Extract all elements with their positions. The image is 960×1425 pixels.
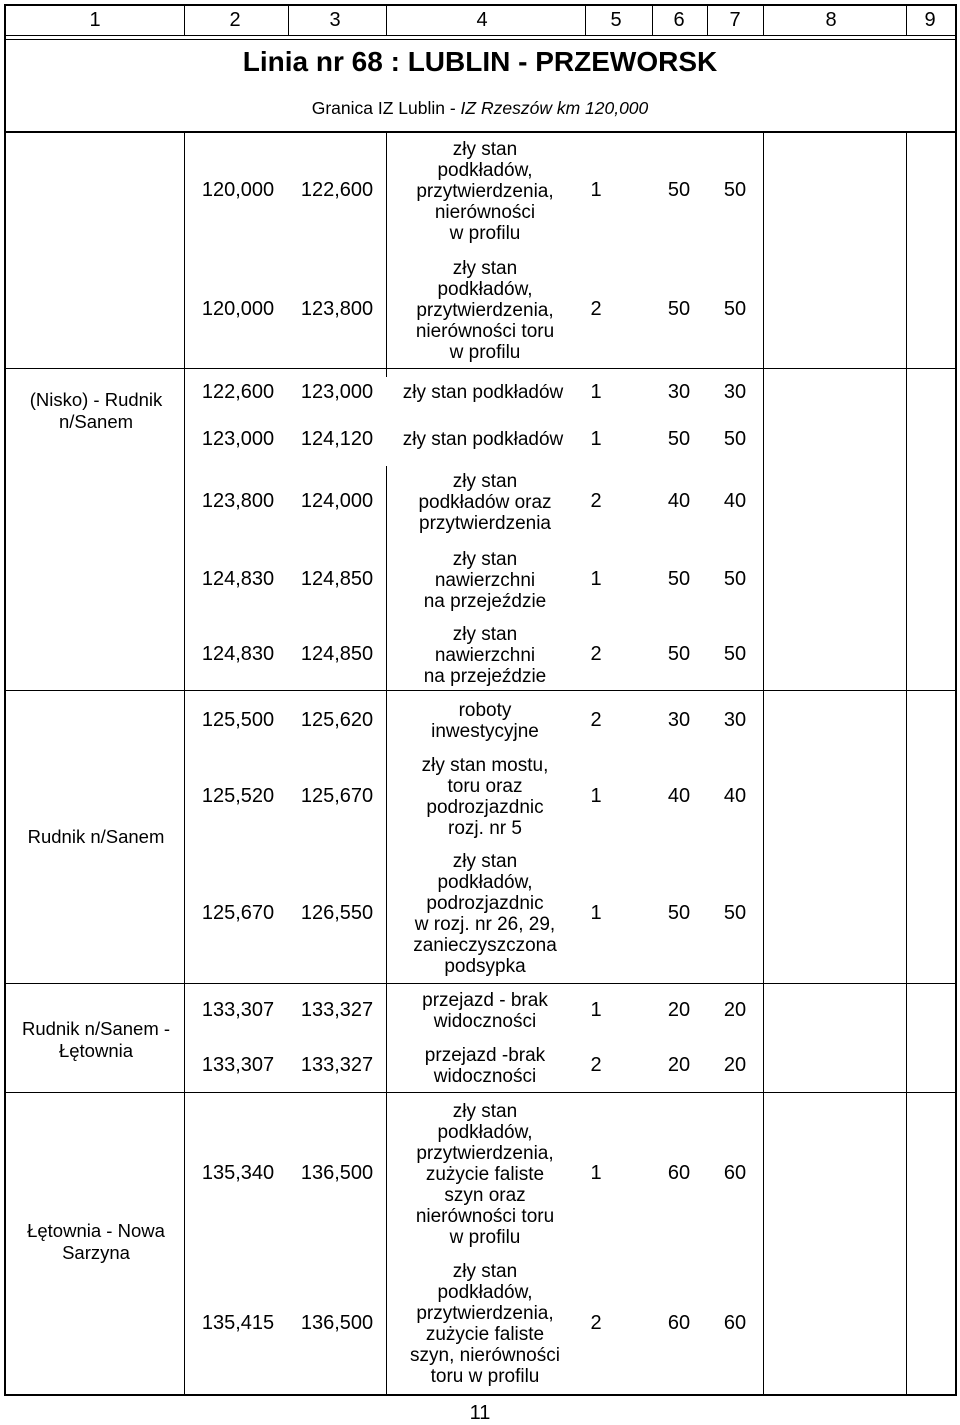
- km-from-cell: 124,830: [201, 643, 275, 665]
- reason-cell: [392, 1261, 578, 1387]
- reason-line: przytwierdzenia,: [416, 1303, 554, 1324]
- reason-line: podkładów,: [437, 278, 533, 300]
- section-label: Łętownia - Nowa Sarzyna: [27, 1220, 165, 1263]
- km-to-cell: 124,120: [300, 428, 374, 450]
- km-to-cell: 136,500: [300, 1312, 374, 1334]
- grid-line: [955, 4, 957, 1396]
- track-cell: 1: [590, 902, 602, 924]
- reason-line: nierówności toru: [415, 1205, 555, 1227]
- grid-line: [4, 1394, 956, 1396]
- track-cell: 1: [590, 179, 602, 201]
- grid-line: [4, 368, 956, 369]
- section-label: Rudnik n/Sanem: [27, 826, 165, 847]
- grid-line: [4, 39, 956, 40]
- km-to-cell: 125,620: [300, 709, 374, 731]
- speed-cell: 40: [667, 490, 691, 512]
- speed-cell: 50: [723, 902, 747, 924]
- grid-line: [585, 4, 586, 36]
- speed-cell: 40: [723, 490, 747, 512]
- reason-line: toru oraz: [447, 776, 523, 797]
- km-to-cell: 124,850: [300, 643, 374, 665]
- line-title: Linia nr 68 : LUBLIN - PRZEWORSK: [242, 46, 718, 77]
- subtitle-suffix: IZ Rzeszów km 120,000: [460, 98, 649, 118]
- speed-cell: 20: [667, 999, 691, 1021]
- header-col-3: 3: [329, 9, 341, 31]
- reason-cell: [392, 549, 578, 612]
- km-to-cell: 126,550: [300, 902, 374, 924]
- speed-cell: 50: [667, 179, 691, 201]
- grid-line: [184, 4, 185, 36]
- reason-cell: [392, 471, 578, 534]
- reason-line: zły stan: [452, 470, 518, 492]
- grid-line: [288, 4, 289, 36]
- speed-cell: 30: [667, 381, 691, 403]
- reason-line: zły stan: [452, 257, 518, 279]
- grid-line: [652, 4, 653, 36]
- grid-line: [386, 466, 387, 1394]
- km-from-cell: 123,800: [201, 490, 275, 512]
- speed-cell: 50: [723, 568, 747, 590]
- reason-line: podkładów,: [437, 1121, 533, 1143]
- track-cell: 2: [590, 1054, 602, 1076]
- grid-line: [4, 4, 6, 1396]
- grid-line: [4, 690, 956, 691]
- track-cell: 2: [590, 490, 602, 512]
- reason-line: na przejeździe: [423, 590, 547, 612]
- reason-line: widoczności: [433, 1066, 537, 1087]
- reason-line: podrozjazdnic: [426, 893, 544, 914]
- track-cell: 1: [590, 568, 602, 590]
- track-cell: 2: [590, 709, 602, 731]
- section-label: Rudnik n/Sanem - Łętownia: [21, 1018, 171, 1061]
- km-to-cell: 125,670: [300, 785, 374, 807]
- reason-line: szyn, nierówności: [410, 1345, 560, 1366]
- reason-line: podkładów,: [437, 159, 533, 181]
- reason-line: przytwierdzenia,: [416, 299, 554, 321]
- km-from-cell: 120,000: [201, 179, 275, 201]
- track-cell: 2: [590, 298, 602, 320]
- km-from-cell: 133,307: [201, 1054, 275, 1076]
- km-to-cell: 133,327: [300, 999, 374, 1021]
- km-from-cell: 120,000: [201, 298, 275, 320]
- km-from-cell: 124,830: [201, 568, 275, 590]
- km-to-cell: 136,500: [300, 1162, 374, 1184]
- reason-line: zły stan: [452, 1261, 518, 1282]
- track-cell: 1: [590, 785, 602, 807]
- reason-line: przytwierdzenia,: [416, 180, 554, 202]
- speed-cell: 60: [667, 1312, 691, 1334]
- speed-cell: 40: [667, 785, 691, 807]
- speed-cell: 50: [667, 643, 691, 665]
- reason-cell: [383, 382, 583, 403]
- track-cell: 1: [590, 381, 602, 403]
- header-col-1: 1: [89, 9, 101, 31]
- km-from-cell: 123,000: [201, 428, 275, 450]
- reason-line: przytwierdzenia: [419, 512, 551, 534]
- km-to-cell: 124,850: [300, 568, 374, 590]
- reason-line: podrozjazdnic: [426, 797, 544, 818]
- grid-line: [4, 35, 956, 36]
- reason-line: przejazd -brak: [424, 1045, 546, 1066]
- speed-cell: 50: [723, 298, 747, 320]
- km-from-cell: 135,415: [201, 1312, 275, 1334]
- km-to-cell: 123,800: [300, 298, 374, 320]
- speed-cell: 30: [723, 381, 747, 403]
- reason-cell: [392, 258, 578, 363]
- reason-line: podsypka: [444, 956, 526, 977]
- track-cell: 2: [590, 643, 602, 665]
- reason-line: podkładów,: [437, 872, 533, 893]
- grid-line: [4, 131, 956, 133]
- speed-cell: 50: [667, 298, 691, 320]
- reason-line: zły stan: [452, 851, 518, 872]
- header-col-5: 5: [610, 9, 622, 31]
- reason-cell: [383, 429, 583, 450]
- reason-line: podkładów oraz: [418, 491, 552, 513]
- reason-cell: [392, 1101, 578, 1248]
- grid-line: [906, 4, 907, 36]
- grid-line: [763, 4, 764, 36]
- grid-line: [4, 1092, 956, 1093]
- track-cell: 1: [590, 1162, 602, 1184]
- km-from-cell: 125,500: [201, 709, 275, 731]
- grid-line: [707, 4, 708, 36]
- speed-cell: 30: [667, 709, 691, 731]
- reason-line: zużycie faliste: [425, 1163, 545, 1185]
- speed-cell: 50: [667, 428, 691, 450]
- reason-line: zły stan: [452, 548, 518, 570]
- reason-cell: [392, 139, 578, 244]
- speed-cell: 50: [723, 428, 747, 450]
- speed-cell: 20: [723, 1054, 747, 1076]
- grid-line: [386, 132, 387, 377]
- track-cell: 2: [590, 1312, 602, 1334]
- section-label: (Nisko) - Rudnik n/Sanem: [29, 389, 163, 432]
- reason-line: zanieczyszczona: [413, 935, 557, 956]
- reason-line: toru w profilu: [430, 1366, 540, 1387]
- reason-line: roboty: [458, 700, 512, 721]
- reason-line: zużycie faliste: [425, 1324, 545, 1345]
- km-to-cell: 123,000: [300, 381, 374, 403]
- track-cell: 1: [590, 428, 602, 450]
- header-col-7: 7: [729, 9, 741, 31]
- speed-cell: 20: [723, 999, 747, 1021]
- km-from-cell: 133,307: [201, 999, 275, 1021]
- speed-cell: 50: [667, 568, 691, 590]
- speed-cell: 60: [723, 1312, 747, 1334]
- reason-line: nawierzchni: [434, 569, 536, 591]
- reason-line: inwestycyjne: [431, 721, 539, 742]
- reason-line: na przejeździe: [423, 665, 547, 687]
- reason-cell: [392, 700, 578, 742]
- grid-line: [906, 132, 907, 1394]
- reason-line: szyn oraz: [444, 1184, 526, 1206]
- reason-line: rozj. nr 5: [448, 818, 522, 839]
- grid-line: [184, 132, 185, 1394]
- speed-cell: 60: [667, 1162, 691, 1184]
- reason-cell: [392, 1045, 578, 1087]
- track-cell: 1: [590, 999, 602, 1021]
- reason-line: przytwierdzenia,: [416, 1142, 554, 1164]
- line-subtitle: [100, 98, 860, 119]
- grid-line: [763, 132, 764, 1394]
- grid-line: [386, 4, 387, 36]
- reason-line: przejazd - brak: [422, 990, 548, 1011]
- reason-cell: [392, 990, 578, 1032]
- header-col-2: 2: [229, 9, 241, 31]
- reason-line: w profilu: [449, 1226, 521, 1248]
- reason-line: widoczności: [433, 1011, 537, 1032]
- km-from-cell: 135,340: [201, 1162, 275, 1184]
- speed-cell: 30: [723, 709, 747, 731]
- reason-line: w profilu: [449, 222, 521, 244]
- page-number: 11: [469, 1402, 491, 1424]
- reason-line: zły stan: [452, 1100, 518, 1122]
- speed-cell: 50: [723, 643, 747, 665]
- reason-line: zły stan podkładów: [402, 429, 564, 450]
- header-col-6: 6: [673, 9, 685, 31]
- km-from-cell: 125,670: [201, 902, 275, 924]
- reason-line: zły stan mostu,: [421, 755, 549, 776]
- km-to-cell: 122,600: [300, 179, 374, 201]
- speed-cell: 50: [723, 179, 747, 201]
- reason-line: zły stan podkładów: [402, 382, 564, 403]
- subtitle-prefix: Granica IZ Lublin -: [311, 98, 461, 118]
- reason-line: zły stan: [452, 623, 518, 645]
- header-col-4: 4: [476, 9, 488, 31]
- km-to-cell: 124,000: [300, 490, 374, 512]
- reason-line: nierówności toru: [415, 320, 555, 342]
- km-to-cell: 133,327: [300, 1054, 374, 1076]
- grid-line: [4, 4, 956, 6]
- header-col-8: 8: [825, 9, 837, 31]
- speed-cell: 60: [723, 1162, 747, 1184]
- reason-cell: [392, 755, 578, 839]
- header-col-9: 9: [924, 9, 936, 31]
- grid-line: [4, 983, 956, 984]
- reason-line: w profilu: [449, 341, 521, 363]
- speed-cell: 50: [667, 902, 691, 924]
- reason-line: w rozj. nr 26, 29,: [414, 914, 556, 935]
- speed-cell: 20: [667, 1054, 691, 1076]
- reason-cell: [392, 624, 578, 687]
- speed-cell: 40: [723, 785, 747, 807]
- reason-cell: [392, 851, 578, 977]
- reason-line: podkładów,: [437, 1282, 533, 1303]
- reason-line: zły stan: [452, 138, 518, 160]
- km-from-cell: 122,600: [201, 381, 275, 403]
- reason-line: nierówności: [434, 201, 536, 223]
- reason-line: nawierzchni: [434, 644, 536, 666]
- km-from-cell: 125,520: [201, 785, 275, 807]
